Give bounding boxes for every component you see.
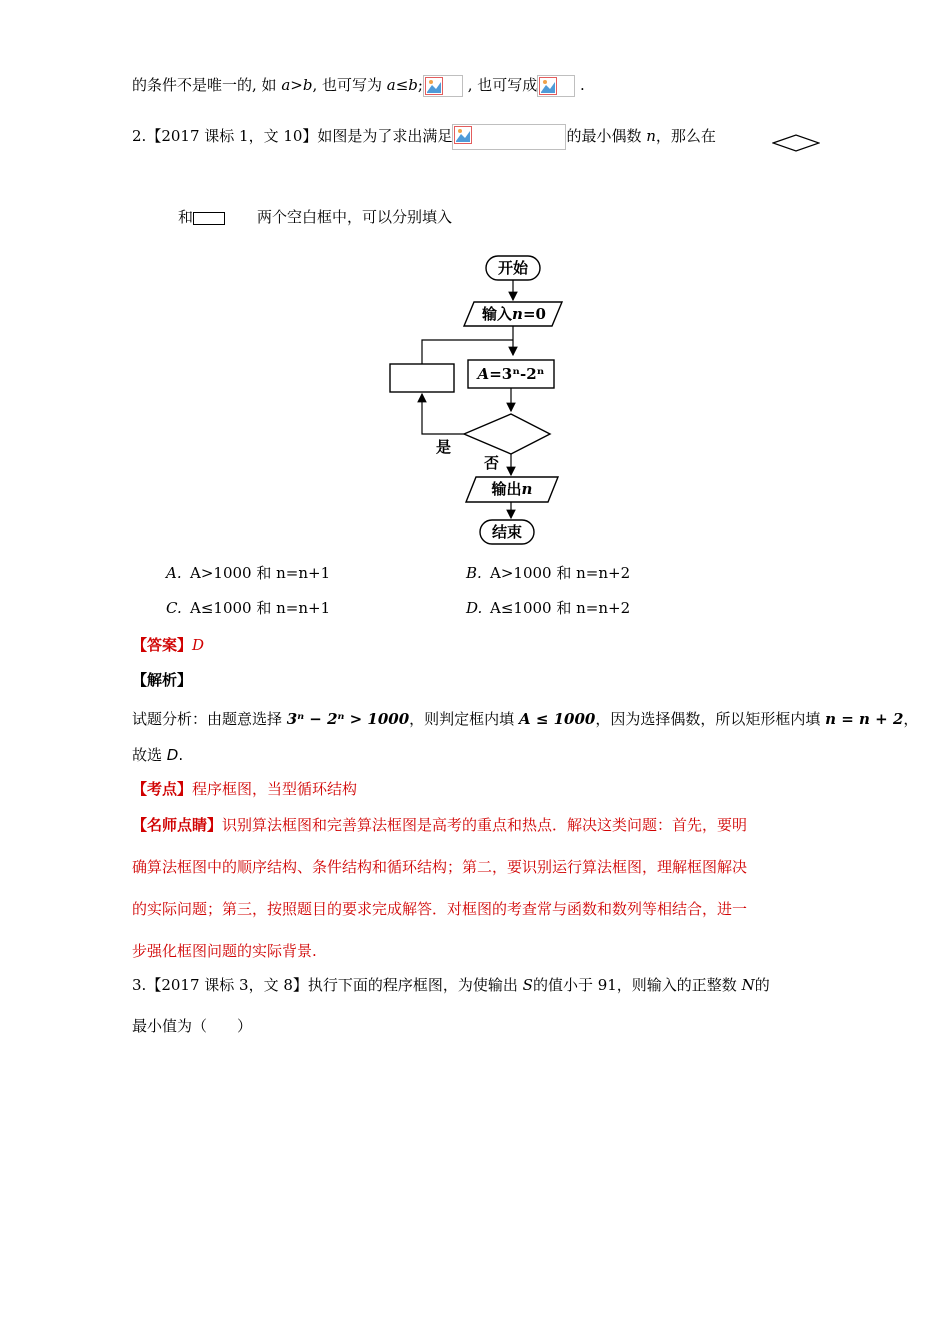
question-source: 【2017 课标 3，文 8】: [146, 976, 308, 994]
analysis-label: 【解析】: [132, 671, 193, 689]
text: 如图是为了求出满足: [317, 127, 453, 145]
analysis-line-2: [132, 744, 183, 766]
input-label: [470, 304, 558, 324]
math-inline: S: [522, 976, 533, 994]
option-c: [166, 597, 330, 619]
text: 故选: [132, 746, 167, 764]
kaodian-label: 【考点】: [132, 780, 193, 798]
math-inline: D: [166, 746, 179, 764]
assign-label: [468, 364, 554, 384]
text: 的最小偶数: [566, 127, 647, 145]
no-label: 否: [484, 454, 500, 472]
answer-label: 【答案】: [132, 636, 193, 654]
answer-line: [132, 634, 204, 656]
question-2-line-2: [178, 206, 452, 228]
diamond-shape-icon: [772, 134, 820, 152]
option-text: A≤1000 和 n=n+2: [490, 599, 631, 617]
math-inline: A: [477, 365, 490, 383]
answer-value: D: [192, 636, 205, 654]
text: 的: [754, 976, 770, 994]
option-label: A.: [166, 564, 182, 582]
broken-image-icon: [423, 75, 463, 97]
text: 试题分析：由题意选择: [132, 710, 287, 728]
text-line-1: [132, 74, 585, 97]
text: , 也可写为: [312, 76, 387, 94]
text: , 也可写成: [462, 76, 538, 94]
flowchart-lines: [380, 248, 580, 548]
math-inline: n: [646, 127, 656, 145]
text: 两个空白框中，可以分别填入: [257, 208, 453, 226]
math-inline: a≤b: [386, 76, 418, 94]
text: 的值小于 91，则输入的正整数: [532, 976, 742, 994]
kaodian-line: [132, 778, 357, 800]
end-label: 结束: [491, 523, 522, 541]
text: ，因为选择偶数，所以矩形框内填: [595, 710, 826, 728]
rectangle-shape-icon: [193, 212, 225, 225]
option-label: B.: [466, 564, 482, 582]
mingshi-label: 【名师点睛】: [132, 816, 223, 834]
text: =3ⁿ-2ⁿ: [489, 365, 545, 383]
text: ，则判定框内填: [409, 710, 519, 728]
math-inline: n: [521, 480, 533, 498]
option-text: A>1000 和 n=n+2: [490, 564, 631, 582]
mingshi-line-4: 步强化框图问题的实际背景.: [132, 942, 317, 960]
broken-image-icon: [537, 75, 575, 97]
math-inline: A ≤ 1000: [518, 710, 596, 728]
question-source: 【2017 课标 1，文 10】: [146, 127, 318, 145]
text: 的条件不是唯一的, 如: [132, 76, 282, 94]
math-inline: n = n + 2: [825, 710, 904, 728]
kaodian-text: 程序框图，当型循环结构: [192, 780, 358, 798]
broken-image-icon: [452, 124, 566, 150]
math-inline: n: [512, 305, 523, 323]
text: ，那么在: [655, 127, 716, 145]
mingshi-line-3: 的实际问题；第三，按照题目的要求完成解答．对框图的考查常与函数和数列等相结合，进一: [132, 900, 748, 918]
text: 和: [178, 208, 194, 226]
blank-decision-diamond: [464, 414, 550, 454]
option-d: [466, 597, 630, 619]
question-3-line-2: 最小值为（ ）: [132, 1017, 253, 1035]
text: .: [575, 76, 585, 94]
text: 输出: [491, 480, 522, 498]
text: 输入: [482, 305, 513, 323]
math-inline: a>b: [281, 76, 313, 94]
mingshi-line-1: [132, 814, 747, 836]
text: 识别算法框图和完善算法框图是高考的重点和热点．解决这类问题：首先，要明: [222, 816, 748, 834]
question-2-line-1: [132, 124, 716, 150]
question-3-line-1: [132, 974, 770, 996]
text: ，: [903, 710, 919, 728]
text: 执行下面的程序框图，为使输出: [307, 976, 523, 994]
option-b: [466, 562, 630, 584]
analysis-line-1: [132, 708, 918, 730]
option-label: D.: [466, 599, 483, 617]
question-number: 2.: [132, 127, 147, 145]
option-text: A>1000 和 n=n+1: [190, 564, 331, 582]
question-number: 3.: [132, 976, 147, 994]
option-text: A≤1000 和 n=n+1: [190, 599, 331, 617]
text: .: [178, 746, 184, 764]
start-label: 开始: [497, 259, 528, 277]
text: ;: [417, 76, 423, 94]
option-label: C.: [166, 599, 182, 617]
text: =0: [522, 305, 546, 323]
math-inline: N: [741, 976, 755, 994]
option-a: [166, 562, 330, 584]
math-inline: 3ⁿ − 2ⁿ > 1000: [286, 710, 410, 728]
output-label: [472, 479, 552, 499]
blank-process-box: [390, 364, 454, 392]
yes-label: 是: [436, 438, 452, 456]
mingshi-line-2: 确算法框图中的顺序结构、条件结构和循环结构；第二，要识别运行算法框图，理解框图解决: [132, 858, 748, 876]
